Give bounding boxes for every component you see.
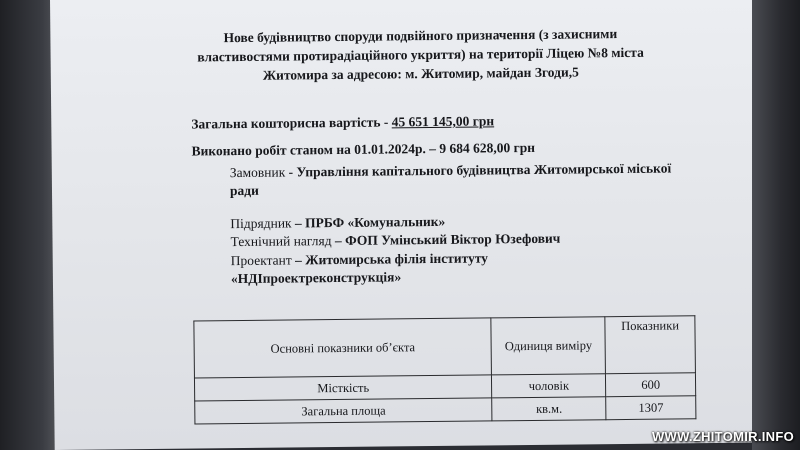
- total-cost-label: Загальна кошторисна вартість -: [191, 114, 392, 132]
- row-value: 1307: [606, 396, 696, 420]
- table-row: [195, 396, 696, 424]
- header-value: Показники: [605, 316, 695, 374]
- row-value: 600: [606, 373, 696, 397]
- designer-label: Проектант: [230, 252, 292, 269]
- paper-sheet: [50, 0, 765, 450]
- document-title: [190, 24, 651, 86]
- customer-text: - Управління капітального будівництва Житомирської міської ради: [229, 160, 672, 199]
- total-cost-value: 45 651 145,00 грн: [391, 113, 495, 130]
- title-line: Нове будівництво споруди подвійного призначення (з захисними: [223, 26, 618, 46]
- title-line: Житомира за адресою: м. Житомир, майдан Згоди,5: [262, 64, 579, 83]
- row-unit: кв.м.: [492, 397, 606, 421]
- designer-text: – Житомирська філія інституту «НДІпроектреконструкція»: [230, 250, 489, 287]
- contractor: [230, 214, 445, 232]
- header-unit: Одиниця виміру: [491, 317, 605, 375]
- site-watermark: WWW.ZHITOMIR.INFO: [651, 429, 794, 444]
- header-main: Основні показники об’єкта: [194, 318, 492, 378]
- technical-supervision: [230, 231, 560, 250]
- designer: [231, 248, 661, 289]
- supervision-text: – ФОП Умінський Віктор Юзефович: [331, 230, 561, 249]
- customer: [230, 159, 690, 200]
- title-line: властивостями протирадіаційного укриття) на території Ліцею №8 міста: [197, 44, 644, 65]
- row-name: Загальна площа: [195, 398, 493, 424]
- row-name: Місткість: [194, 375, 492, 401]
- contractor-text: – ПРБФ «Комунальник»: [291, 213, 446, 231]
- completed-works: Виконано робіт станом на 01.01.2024р. – 9 684 628,00 грн: [191, 139, 536, 159]
- total-cost: [191, 113, 494, 132]
- contractor-label: Підрядник: [230, 215, 292, 232]
- row-unit: чоловік: [492, 374, 606, 398]
- customer-label: Замовник: [229, 164, 286, 181]
- table-header-row: [194, 316, 696, 378]
- supervision-label: Технічний нагляд: [230, 233, 332, 250]
- background-right: [752, 0, 800, 450]
- indicators-table: [193, 315, 696, 424]
